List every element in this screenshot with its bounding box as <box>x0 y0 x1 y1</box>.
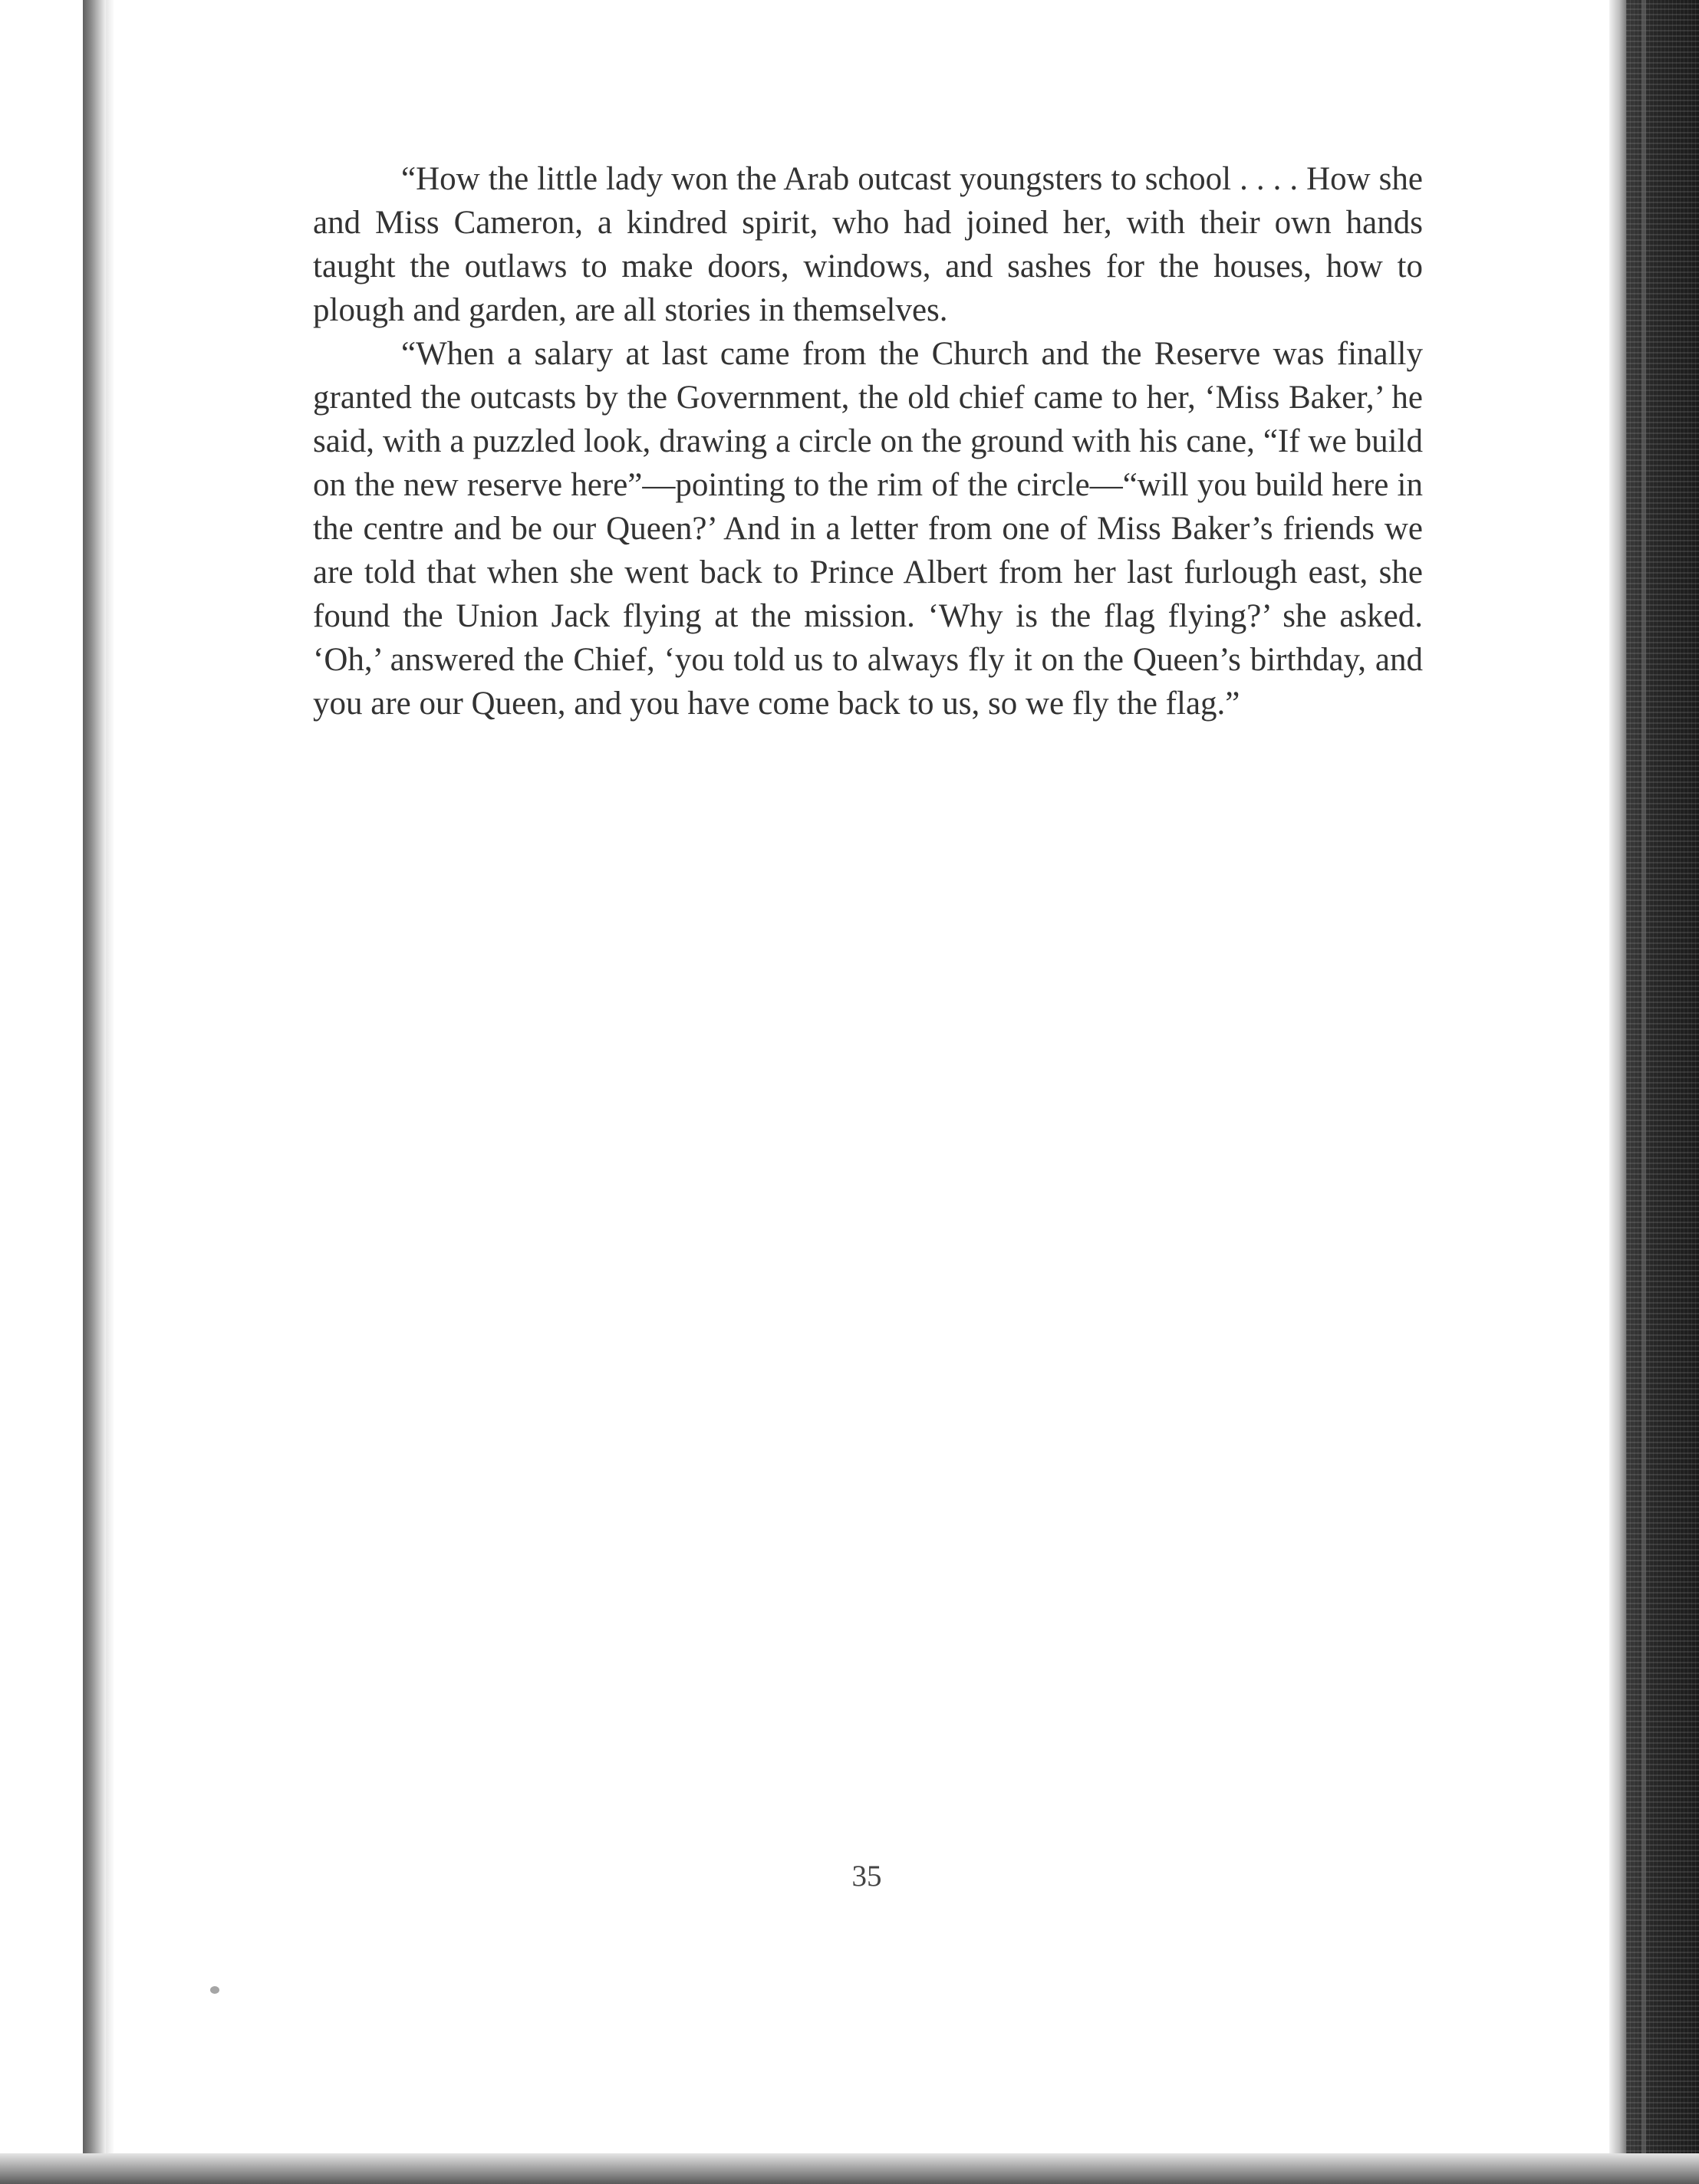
binding-edge-left <box>83 0 106 2184</box>
scan-speck <box>210 1986 219 1994</box>
paragraph-1: “How the little lady won the Arab outcast youngsters to school . . . . How she and Miss Cameron, a kindred spirit, who had joined her, with their own hands taught the outlaws to make doors, windows, and sashes for the houses, how to plough and garden, are all stories in themselves. <box>313 161 1423 328</box>
page-edge-shadow-right <box>1609 0 1626 2184</box>
paragraph-2: “When a salary at last came from the Church and the Reserve was finally granted the outcasts by the Government, the old chief came to her, ‘Miss Baker,’ he said, with a puzzled look, drawing a circle on the ground with his cane, “If we build on the new reserve here”—pointing to the rim of the circle—“will you build here in the centre and be our Queen?’ And in a letter from one of Miss Baker’s friends we are told that when she went back to Prince Albert from her last furlough east, she found the Union Jack flying at the mission. ‘Why is the flag flying?’ she asked. ‘Oh,’ answered the Chief, ‘you told us to always fly it on the Queen’s birthday, and you are our Queen, and you have come back to us, so we fly the flag.” <box>313 336 1423 722</box>
page-body-text <box>313 157 1423 725</box>
page-edge-right <box>1626 0 1699 2184</box>
page-edge-line-right <box>1641 0 1646 2184</box>
page-number: 35 <box>851 1860 882 1893</box>
page-edge-bottom <box>0 2153 1699 2184</box>
binding-shadow-left <box>106 0 114 2184</box>
